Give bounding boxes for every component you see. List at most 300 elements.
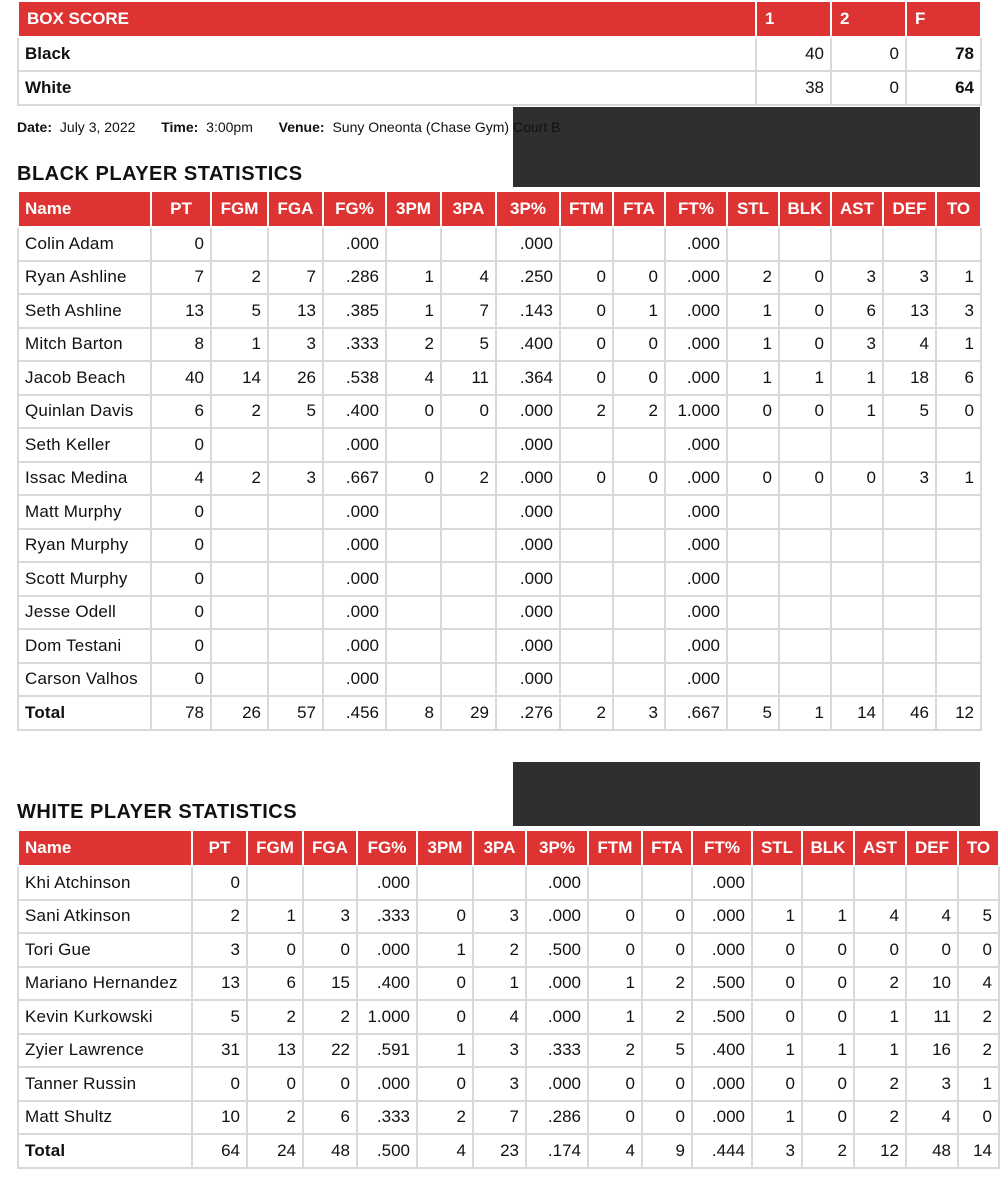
stat-cell: 1 (752, 1034, 802, 1068)
player-name: Jacob Beach (18, 361, 151, 395)
stat-cell: 6 (831, 294, 883, 328)
stat-cell (613, 562, 665, 596)
stat-cell: 1 (936, 261, 981, 295)
stat-cell: 1 (831, 395, 883, 429)
stat-cell (386, 428, 441, 462)
stat-cell (613, 227, 665, 261)
player-row (18, 900, 999, 934)
stat-cell: 2 (588, 1034, 642, 1068)
stat-cell (441, 596, 496, 630)
stat-cell: 2 (211, 462, 268, 496)
stat-cell: .174 (526, 1134, 588, 1168)
player-row (18, 933, 999, 967)
stat-cell: 0 (560, 361, 613, 395)
player-row (18, 428, 981, 462)
column-header: 3PA (473, 830, 526, 866)
stat-cell: .000 (665, 529, 727, 563)
period-2-score: 0 (831, 71, 906, 105)
player-row (18, 1101, 999, 1135)
stat-cell: 2 (211, 395, 268, 429)
stat-cell: 0 (151, 629, 211, 663)
stat-cell: 1 (936, 462, 981, 496)
stat-cell (727, 663, 779, 697)
stat-cell: 1 (727, 328, 779, 362)
stat-cell (268, 495, 323, 529)
stat-cell (854, 866, 906, 900)
stat-cell: 0 (752, 1067, 802, 1101)
stat-cell: 0 (802, 933, 854, 967)
stat-cell (727, 562, 779, 596)
stat-cell: 7 (151, 261, 211, 295)
stat-cell: 0 (588, 1101, 642, 1135)
stat-cell: 1 (802, 1034, 854, 1068)
stat-cell: 0 (560, 261, 613, 295)
stat-cell: .667 (323, 462, 386, 496)
stat-cell: 0 (151, 428, 211, 462)
stat-cell (560, 495, 613, 529)
player-row (18, 462, 981, 496)
stat-cell (883, 629, 936, 663)
stat-cell: 6 (151, 395, 211, 429)
stat-cell: .400 (323, 395, 386, 429)
player-row (18, 866, 999, 900)
stat-cell: .400 (496, 328, 560, 362)
column-header: AST (854, 830, 906, 866)
stat-cell: 0 (906, 933, 958, 967)
stat-cell: 40 (151, 361, 211, 395)
venue-value: Suny Oneonta (Chase Gym) Court B (332, 119, 561, 135)
column-header: Name (18, 191, 151, 227)
stat-cell: 1 (779, 696, 831, 730)
stat-cell: 6 (303, 1101, 357, 1135)
column-header: BLK (779, 191, 831, 227)
stat-cell: 1 (386, 261, 441, 295)
stat-cell: 18 (883, 361, 936, 395)
stat-cell: .000 (323, 495, 386, 529)
team-row-black (18, 37, 981, 71)
player-row (18, 1034, 999, 1068)
total-row (18, 696, 981, 730)
player-name: Mitch Barton (18, 328, 151, 362)
stat-cell: 0 (802, 967, 854, 1001)
player-name: Tanner Russin (18, 1067, 192, 1101)
stat-cell: 8 (386, 696, 441, 730)
column-header: FGA (268, 191, 323, 227)
column-header: Name (18, 830, 192, 866)
stat-cell: 16 (906, 1034, 958, 1068)
stat-cell: 1 (854, 1000, 906, 1034)
stat-cell (441, 227, 496, 261)
stat-cell: .000 (496, 663, 560, 697)
team-name: White (18, 71, 756, 105)
stat-cell: 0 (417, 967, 473, 1001)
player-name: Ryan Murphy (18, 529, 151, 563)
column-header: STL (727, 191, 779, 227)
stat-cell: .000 (692, 900, 752, 934)
stat-cell: 1 (417, 933, 473, 967)
stat-cell: .000 (665, 596, 727, 630)
stat-cell (779, 227, 831, 261)
stat-cell: 4 (854, 900, 906, 934)
stat-cell: 0 (588, 900, 642, 934)
stat-cell (211, 227, 268, 261)
stat-cell: 0 (588, 933, 642, 967)
stat-cell: 0 (386, 395, 441, 429)
stat-cell: .385 (323, 294, 386, 328)
stat-cell (936, 663, 981, 697)
stat-cell (727, 629, 779, 663)
stat-cell: 0 (151, 562, 211, 596)
stat-cell: .000 (665, 428, 727, 462)
stat-cell: 1 (727, 294, 779, 328)
column-header: PT (192, 830, 247, 866)
stat-cell: .000 (526, 1000, 588, 1034)
stat-cell: .000 (496, 629, 560, 663)
stat-cell: .000 (665, 562, 727, 596)
stat-cell (386, 562, 441, 596)
stat-cell: 0 (613, 261, 665, 295)
stat-cell: 4 (588, 1134, 642, 1168)
stat-cell: .667 (665, 696, 727, 730)
stat-cell (441, 428, 496, 462)
game-info (17, 119, 564, 135)
stat-cell: 0 (151, 529, 211, 563)
stat-cell: 0 (441, 395, 496, 429)
stat-cell: .286 (526, 1101, 588, 1135)
stat-cell: 2 (642, 1000, 692, 1034)
stat-cell: 0 (560, 462, 613, 496)
stat-cell (560, 428, 613, 462)
stat-cell: 3 (831, 261, 883, 295)
stat-cell: 1 (752, 1101, 802, 1135)
column-header: FT% (692, 830, 752, 866)
stat-cell (831, 227, 883, 261)
column-header: FTM (560, 191, 613, 227)
stat-cell (727, 596, 779, 630)
stat-cell (441, 495, 496, 529)
stat-cell: .000 (496, 227, 560, 261)
stat-cell: .400 (692, 1034, 752, 1068)
stat-cell: 0 (417, 1067, 473, 1101)
player-name: Tori Gue (18, 933, 192, 967)
stat-cell (386, 596, 441, 630)
stat-cell: 1 (588, 967, 642, 1001)
stat-cell (268, 663, 323, 697)
stat-cell: .000 (323, 428, 386, 462)
stat-cell: 0 (303, 933, 357, 967)
stat-cell: .000 (665, 663, 727, 697)
stat-cell: 10 (906, 967, 958, 1001)
stat-cell: 0 (642, 1067, 692, 1101)
player-row (18, 395, 981, 429)
player-row (18, 529, 981, 563)
stat-cell: 4 (386, 361, 441, 395)
final-header: F (906, 1, 981, 37)
stat-cell: .000 (323, 562, 386, 596)
stat-cell: 5 (727, 696, 779, 730)
stat-cell: 1 (613, 294, 665, 328)
player-row (18, 967, 999, 1001)
player-row (18, 495, 981, 529)
stat-cell: 14 (958, 1134, 999, 1168)
stat-cell (906, 866, 958, 900)
stat-cell: 0 (303, 1067, 357, 1101)
period-2-header: 2 (831, 1, 906, 37)
player-row (18, 629, 981, 663)
stat-cell: 3 (613, 696, 665, 730)
stat-cell: 0 (779, 261, 831, 295)
stat-cell: .444 (692, 1134, 752, 1168)
player-name: Ryan Ashline (18, 261, 151, 295)
stat-cell (386, 495, 441, 529)
stat-cell: 2 (958, 1034, 999, 1068)
date-label: Date: (17, 119, 53, 135)
stat-cell: 2 (247, 1000, 303, 1034)
stat-cell: 2 (386, 328, 441, 362)
stat-cell (779, 428, 831, 462)
stat-cell (268, 596, 323, 630)
box-score-title: BOX SCORE (18, 1, 756, 37)
stat-cell: .000 (323, 227, 386, 261)
stat-cell (211, 562, 268, 596)
stat-cell: 6 (247, 967, 303, 1001)
stat-cell: 1.000 (357, 1000, 417, 1034)
column-header: 3P% (526, 830, 588, 866)
stat-cell: 7 (441, 294, 496, 328)
stat-cell: 8 (151, 328, 211, 362)
white-stats-header (18, 830, 999, 866)
player-row (18, 663, 981, 697)
player-name: Sani Atkinson (18, 900, 192, 934)
stat-cell: .000 (665, 294, 727, 328)
stat-cell: 1 (386, 294, 441, 328)
stat-cell: 5 (192, 1000, 247, 1034)
stat-cell: .000 (692, 866, 752, 900)
stat-cell: 0 (727, 395, 779, 429)
stat-cell: 4 (151, 462, 211, 496)
stat-cell: 1 (752, 900, 802, 934)
stat-cell: .000 (665, 361, 727, 395)
stat-cell: 31 (192, 1034, 247, 1068)
player-row (18, 261, 981, 295)
stat-cell (936, 428, 981, 462)
dark-background-band-bottom (513, 762, 980, 826)
stat-cell (883, 663, 936, 697)
stat-cell: .000 (692, 1067, 752, 1101)
stat-cell: 13 (247, 1034, 303, 1068)
stat-cell: 3 (831, 328, 883, 362)
stat-cell: 5 (958, 900, 999, 934)
stat-cell: .286 (323, 261, 386, 295)
stat-cell (211, 529, 268, 563)
stat-cell (211, 629, 268, 663)
venue-label: Venue: (278, 119, 325, 135)
stat-cell (386, 529, 441, 563)
stat-cell (727, 529, 779, 563)
stat-cell (613, 596, 665, 630)
stat-cell (417, 866, 473, 900)
player-name: Dom Testani (18, 629, 151, 663)
stat-cell: 0 (642, 933, 692, 967)
stat-cell: 0 (386, 462, 441, 496)
column-header: 3PM (417, 830, 473, 866)
player-row (18, 562, 981, 596)
stat-cell (883, 428, 936, 462)
player-row (18, 294, 981, 328)
stat-cell: 57 (268, 696, 323, 730)
stat-cell: 2 (727, 261, 779, 295)
column-header: STL (752, 830, 802, 866)
stat-cell: 23 (473, 1134, 526, 1168)
stat-cell: .000 (496, 562, 560, 596)
stat-cell (779, 629, 831, 663)
stat-cell (303, 866, 357, 900)
stat-cell: 15 (303, 967, 357, 1001)
column-header: FG% (357, 830, 417, 866)
stat-cell (588, 866, 642, 900)
stat-cell: .500 (357, 1134, 417, 1168)
black-stats-title: BLACK PLAYER STATISTICS (17, 163, 303, 185)
time-value: 3:00pm (206, 119, 253, 135)
stat-cell (883, 495, 936, 529)
stat-cell (936, 529, 981, 563)
stat-cell: 3 (883, 462, 936, 496)
stat-cell: 5 (883, 395, 936, 429)
stat-cell: 0 (588, 1067, 642, 1101)
stat-cell: 3 (473, 900, 526, 934)
stat-cell: 0 (752, 967, 802, 1001)
team-name: Black (18, 37, 756, 71)
player-name: Matt Murphy (18, 495, 151, 529)
stat-cell: 3 (303, 900, 357, 934)
stat-cell: 0 (779, 294, 831, 328)
column-header: 3PA (441, 191, 496, 227)
stat-cell: 22 (303, 1034, 357, 1068)
stat-cell (779, 495, 831, 529)
stat-cell: 0 (151, 596, 211, 630)
column-header: FGM (247, 830, 303, 866)
stat-cell: .000 (526, 900, 588, 934)
player-name: Khi Atchinson (18, 866, 192, 900)
stat-cell (268, 529, 323, 563)
stat-cell (211, 428, 268, 462)
stat-cell: 7 (473, 1101, 526, 1135)
stat-cell: 48 (906, 1134, 958, 1168)
stat-cell (883, 529, 936, 563)
player-row (18, 361, 981, 395)
stat-cell: .000 (692, 1101, 752, 1135)
column-header: 3PM (386, 191, 441, 227)
stat-cell: 0 (151, 495, 211, 529)
period-1-score: 38 (756, 71, 831, 105)
stat-cell: 1 (831, 361, 883, 395)
stat-cell (936, 562, 981, 596)
stat-cell: 0 (779, 395, 831, 429)
stat-cell (936, 596, 981, 630)
stat-cell: 2 (417, 1101, 473, 1135)
stat-cell: 29 (441, 696, 496, 730)
stat-cell (613, 428, 665, 462)
stat-cell (268, 227, 323, 261)
stat-cell (560, 562, 613, 596)
stat-cell: .500 (692, 1000, 752, 1034)
stat-cell: .000 (526, 866, 588, 900)
stat-cell: 0 (247, 933, 303, 967)
stat-cell: 0 (958, 1101, 999, 1135)
stat-cell (386, 629, 441, 663)
stat-cell (727, 428, 779, 462)
stat-cell: .000 (526, 967, 588, 1001)
stat-cell: 0 (642, 900, 692, 934)
stat-cell: 0 (613, 328, 665, 362)
stat-cell: 0 (151, 227, 211, 261)
stat-cell (883, 596, 936, 630)
stat-cell (441, 562, 496, 596)
stat-cell: 12 (854, 1134, 906, 1168)
stat-cell (727, 227, 779, 261)
stat-cell: .456 (323, 696, 386, 730)
stat-cell: 0 (642, 1101, 692, 1135)
stat-cell (268, 428, 323, 462)
stat-cell: 2 (958, 1000, 999, 1034)
stat-cell: 11 (906, 1000, 958, 1034)
stat-cell: 2 (642, 967, 692, 1001)
stat-cell: 3 (473, 1034, 526, 1068)
stat-cell: 2 (854, 967, 906, 1001)
stat-cell (883, 227, 936, 261)
stat-cell: 3 (752, 1134, 802, 1168)
stat-cell (211, 495, 268, 529)
stat-cell: 2 (211, 261, 268, 295)
player-name: Colin Adam (18, 227, 151, 261)
column-header: TO (936, 191, 981, 227)
total-label: Total (18, 696, 151, 730)
white-player-stats-table (17, 829, 1000, 1169)
box-score-header (18, 1, 981, 37)
stat-cell: 2 (802, 1134, 854, 1168)
stat-cell (779, 562, 831, 596)
stat-cell: 2 (560, 395, 613, 429)
stat-cell: 11 (441, 361, 496, 395)
stat-cell (613, 629, 665, 663)
player-row (18, 328, 981, 362)
stat-cell: 0 (613, 361, 665, 395)
column-header: BLK (802, 830, 854, 866)
total-label: Total (18, 1134, 192, 1168)
stat-cell: 2 (441, 462, 496, 496)
column-header: FGA (303, 830, 357, 866)
period-1-header: 1 (756, 1, 831, 37)
stat-cell: 0 (417, 1000, 473, 1034)
stat-cell: 1 (958, 1067, 999, 1101)
stat-cell: 0 (192, 1067, 247, 1101)
stat-cell (779, 663, 831, 697)
stat-cell: 0 (727, 462, 779, 496)
stat-cell: 26 (211, 696, 268, 730)
stat-cell (831, 596, 883, 630)
stat-cell: 5 (642, 1034, 692, 1068)
stat-cell (211, 596, 268, 630)
player-name: Jesse Odell (18, 596, 151, 630)
player-name: Quinlan Davis (18, 395, 151, 429)
stat-cell: 13 (192, 967, 247, 1001)
stat-cell: 4 (417, 1134, 473, 1168)
stat-cell: .000 (357, 933, 417, 967)
stat-cell: .000 (665, 462, 727, 496)
stat-cell (441, 663, 496, 697)
stat-cell (936, 629, 981, 663)
stat-cell (642, 866, 692, 900)
